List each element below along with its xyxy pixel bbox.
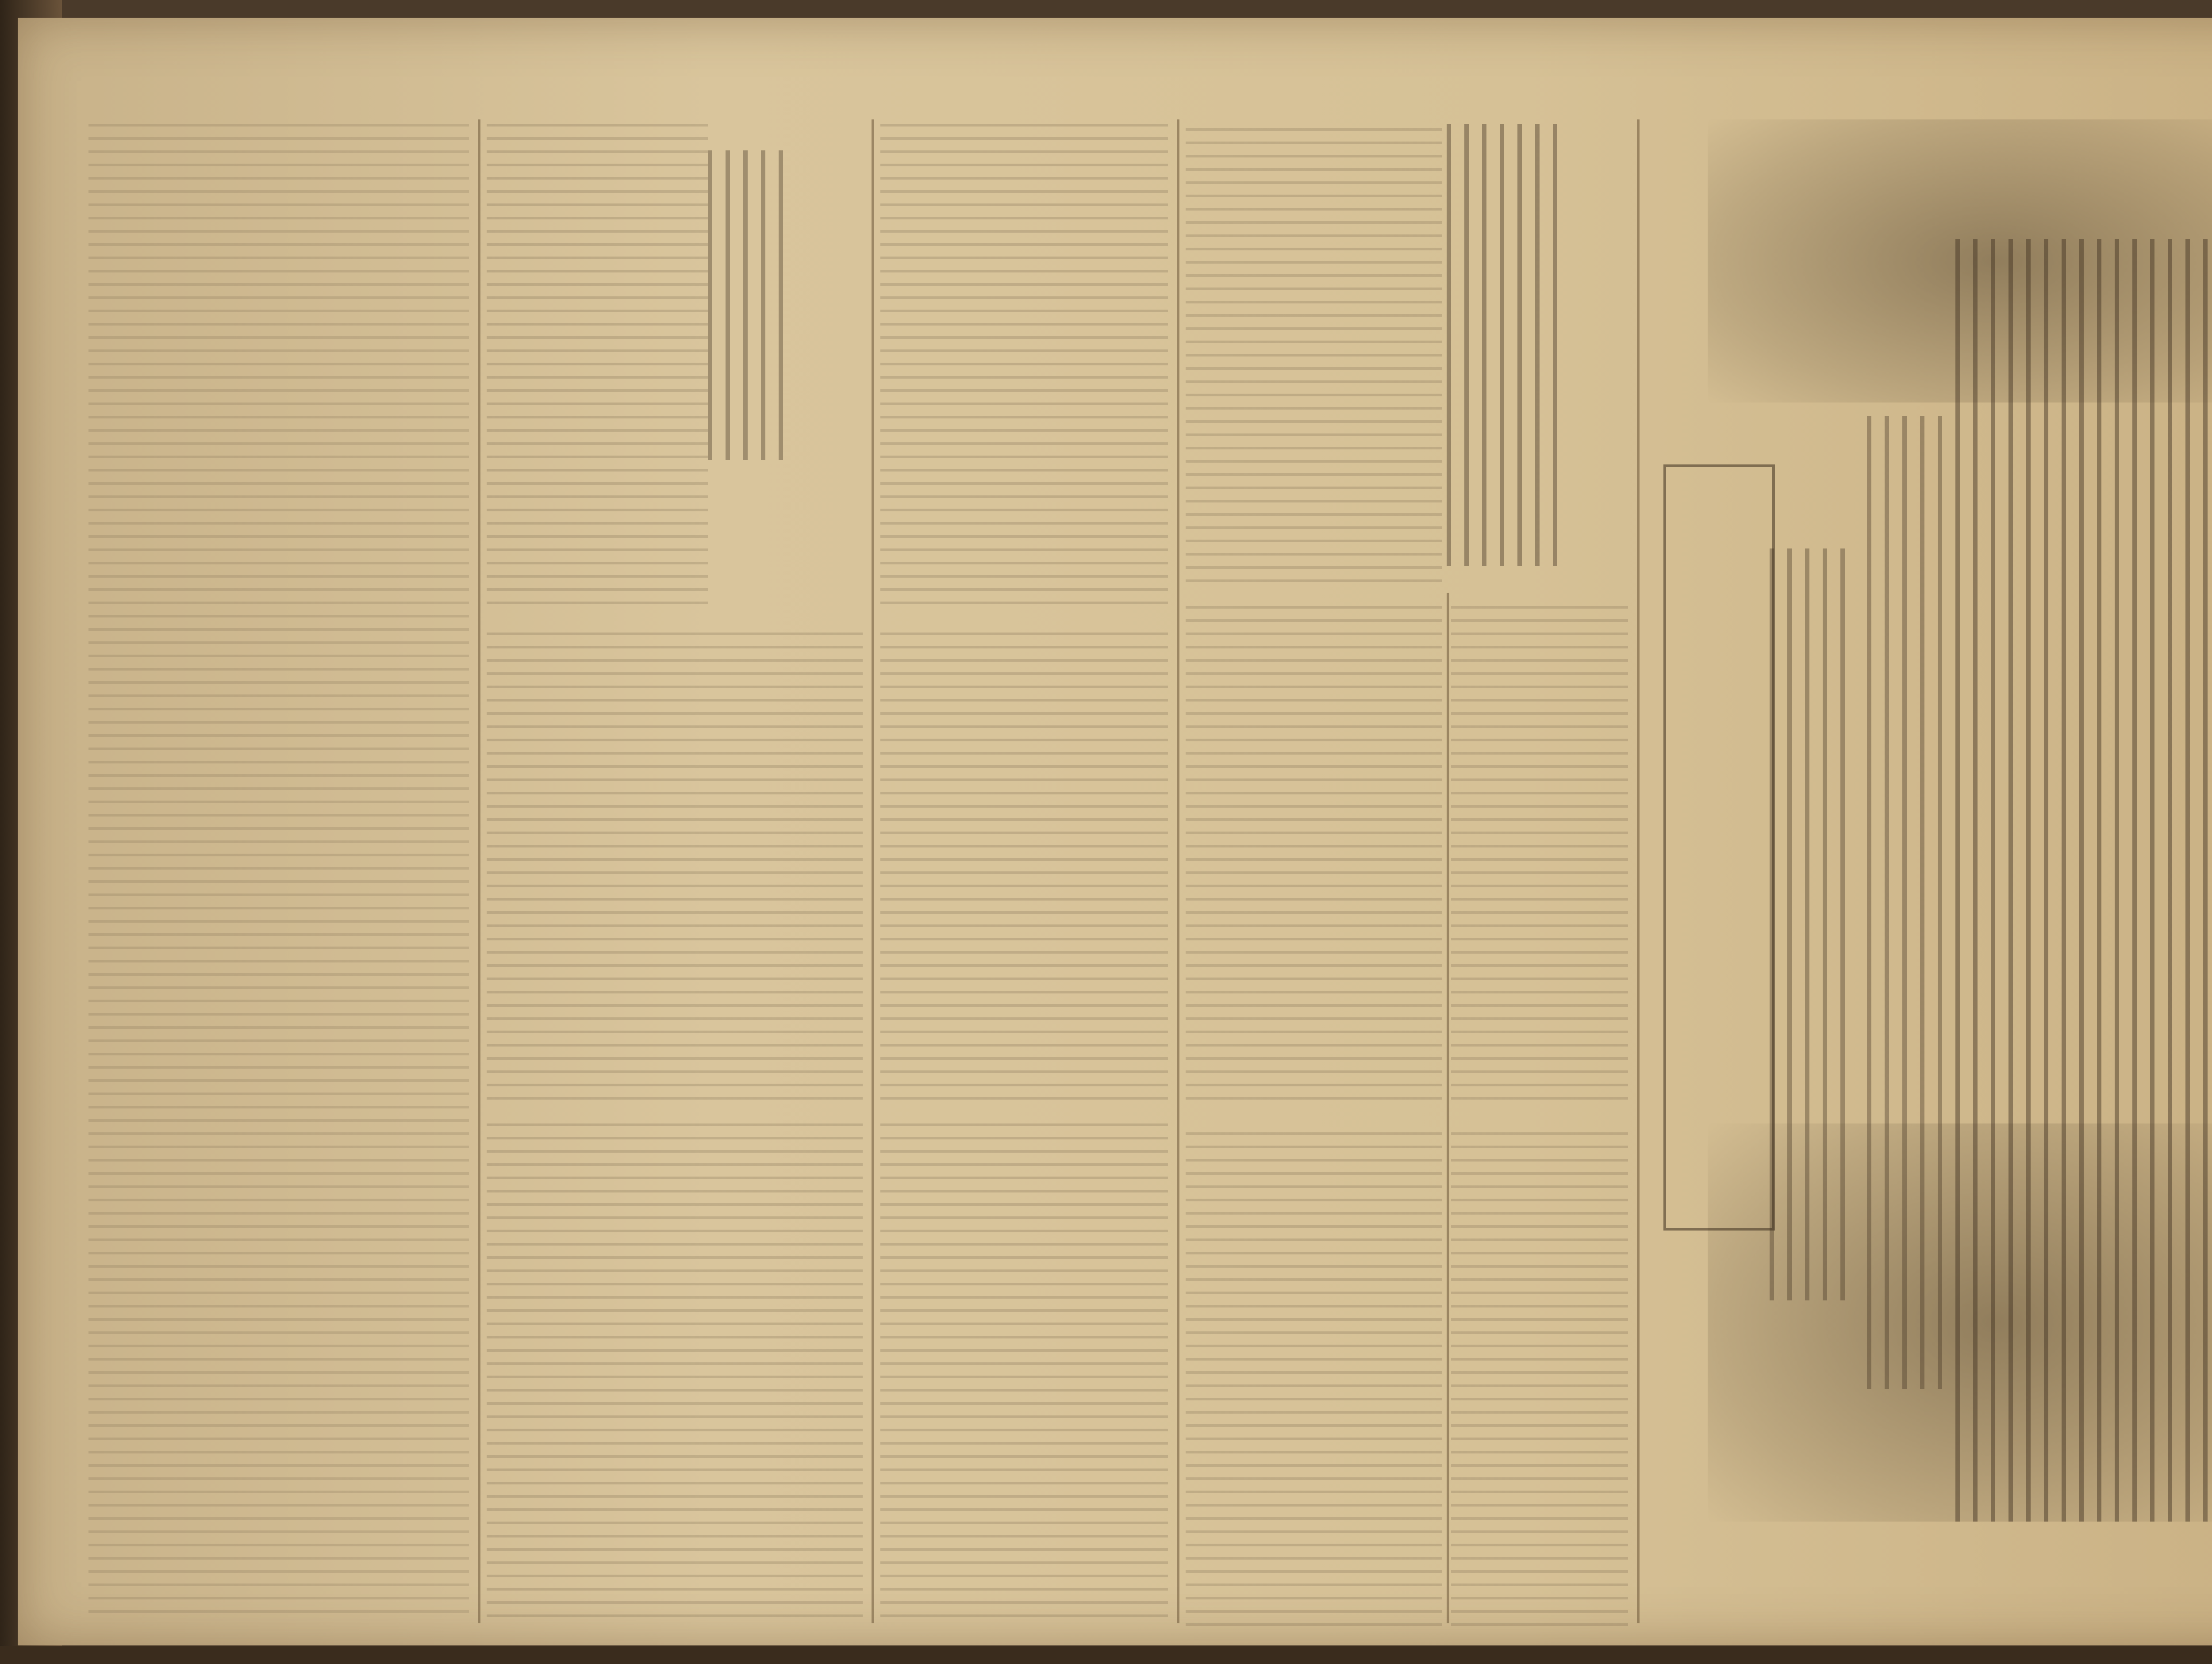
column-rule-1 (1177, 119, 1179, 1623)
column-rule-4 (478, 119, 480, 1623)
feature-column-top (880, 124, 1168, 610)
masthead-title (1955, 239, 2212, 1522)
serial-title (708, 150, 796, 460)
feature-column-bottom (880, 1123, 1168, 1623)
masthead-subtitle (1867, 416, 1947, 1389)
subscription-box (1663, 464, 1775, 1231)
book-binding-edge (0, 1646, 2212, 1664)
article-column-3 (1451, 1132, 1628, 1628)
article-column-4 (1186, 606, 1442, 1110)
serial-column-top (487, 124, 708, 610)
left-page-fragment (88, 124, 469, 1619)
newspaper-page (18, 18, 2212, 1645)
article-column-2 (1451, 606, 1628, 1110)
serial-column-bottom (487, 1123, 863, 1623)
column-rule-2 (1447, 593, 1449, 1623)
masthead-amtsblatt (1770, 548, 1858, 1300)
column-rule-3 (872, 119, 874, 1623)
feature-column-mid (880, 633, 1168, 1101)
article-column-1-top (1186, 128, 1442, 584)
article-column-5 (1186, 1132, 1442, 1628)
dateline-rule (1637, 119, 1640, 1623)
article-headline (1447, 124, 1562, 566)
serial-column-mid (487, 633, 863, 1101)
